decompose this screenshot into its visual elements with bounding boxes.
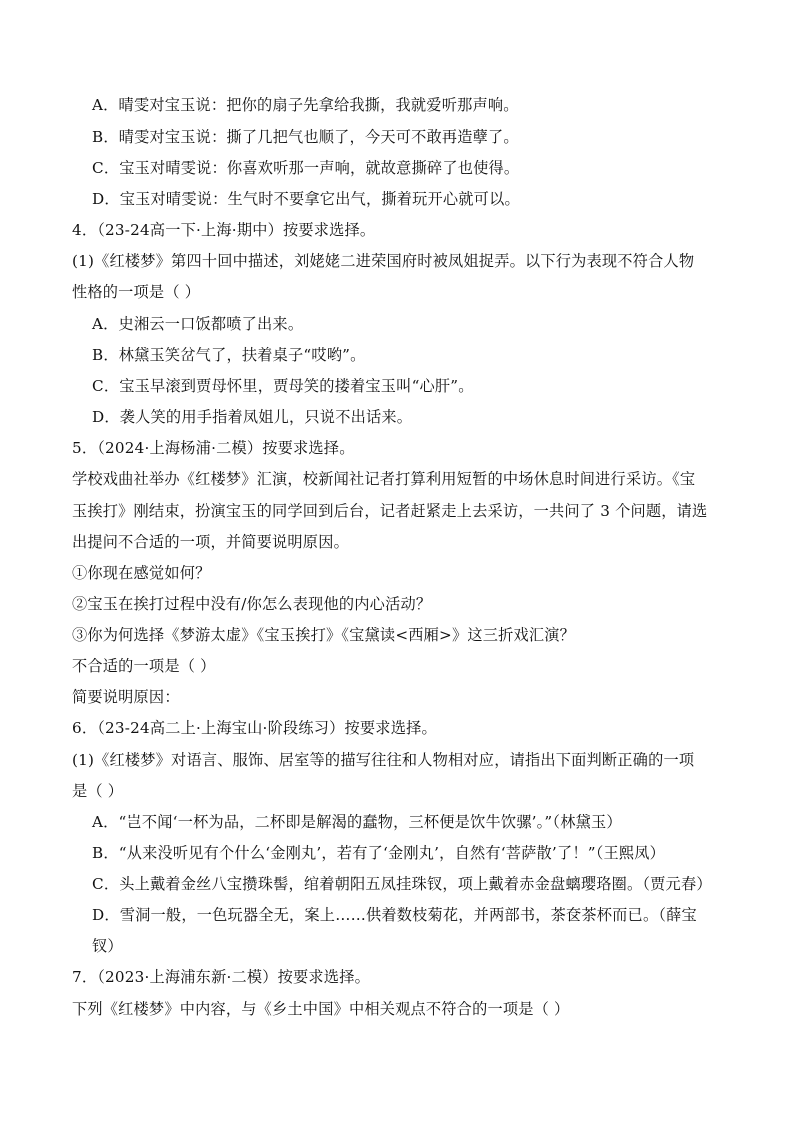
q5-stem-line1: 学校戏曲社举办《红楼梦》汇演，校新闻社记者打算利用短暂的中场休息时间进行采访。《宝: [72, 470, 696, 488]
q7-header: 7．（2023·上海浦东新·二模）按要求选择。: [72, 968, 370, 986]
q5-header: 5．（2024·上海杨浦·二模）按要求选择。: [72, 439, 355, 457]
q4-option-b: B．林黛玉笑岔气了，扶着桌子“哎哟”。: [92, 346, 366, 364]
q4-option-d: D．袭人笑的用手指着凤姐儿，只说不出话来。: [92, 408, 413, 426]
q5-item-2: ②宝玉在挨打过程中没有/你怎么表现他的内心活动？: [72, 595, 432, 613]
q6-stem-line2: 是（ ）: [72, 782, 124, 800]
q4-stem-line1: (1)《红楼梦》第四十回中描述，刘姥姥二进荣国府时被凤姐捉弄。以下行为表现不符合人物: [72, 252, 695, 270]
q7-stem: 下列《红楼梦》中内容，与《乡土中国》中相关观点不符合的一项是（ ）: [72, 1000, 570, 1018]
q4-header: 4．（23-24高一下·上海·期中）按要求选择。: [72, 221, 376, 239]
q4-stem-line2: 性格的一项是（ ）: [72, 283, 201, 301]
q3-option-c: C．宝玉对晴雯说：你喜欢听那一声响，就故意撕碎了也使得。: [92, 159, 520, 177]
q6-option-a: A．“岂不闻‘一杯为品，二杯即是解渴的蠢物，三杯便是饮牛饮骡’。”（林黛玉）: [92, 813, 622, 831]
q5-item-3: ③你为何选择《梦游太虚》《宝玉挨打》《宝黛读<西厢>》这三折戏汇演？: [72, 626, 576, 644]
q6-option-b: B．“从来没听见有个什么‘金刚丸’，若有了‘金刚丸’，自然有‘菩萨散’了！”（王熙凤）: [92, 844, 666, 862]
q3-option-b: B．晴雯对宝玉说：撕了几把气也顺了，今天可不敢再造孽了。: [92, 128, 519, 146]
q5-answer-line: 不合适的一项是（ ）: [72, 657, 216, 675]
q5-item-1: ①你现在感觉如何？: [72, 564, 211, 582]
q3-option-d: D．宝玉对晴雯说：生气时不要拿它出气，撕着玩开心就可以。: [92, 190, 520, 208]
q4-option-a: A．史湘云一口饭都喷了出来。: [92, 315, 304, 333]
q6-option-c: C．头上戴着金丝八宝攒珠髻，绾着朝阳五凤挂珠钗，项上戴着赤金盘螭璎珞圈。（贾元春）: [92, 875, 712, 893]
q5-reason-line: 简要说明原因：: [72, 688, 180, 706]
q5-stem-line3: 出提问不合适的一项，并简要说明原因。: [72, 533, 349, 551]
q6-option-d: D．雪洞一般，一色玩器全无，案上……供着数枝菊花，并两部书，茶奁茶杯而已。（薛宝: [92, 906, 697, 924]
q6-stem-line1: (1)《红楼梦》对语言、服饰、居室等的描写往往和人物相对应，请指出下面判断正确的一项: [72, 751, 695, 769]
q6-option-d-continued: 钗）: [92, 937, 123, 955]
q3-option-a: A．晴雯对宝玉说：把你的扇子先拿给我撕，我就爱听那声响。: [92, 96, 519, 114]
q6-header: 6．（23-24高二上·上海宝山·阶段练习）按要求选择。: [72, 719, 437, 737]
q4-option-c: C．宝玉早滚到贾母怀里，贾母笑的搂着宝玉叫“心肝”。: [92, 377, 474, 395]
q5-stem-line2: 玉挨打》刚结束，扮演宝玉的同学回到后台，记者赶紧走上去采访，一共问了 3 个问题，请选: [72, 502, 708, 520]
